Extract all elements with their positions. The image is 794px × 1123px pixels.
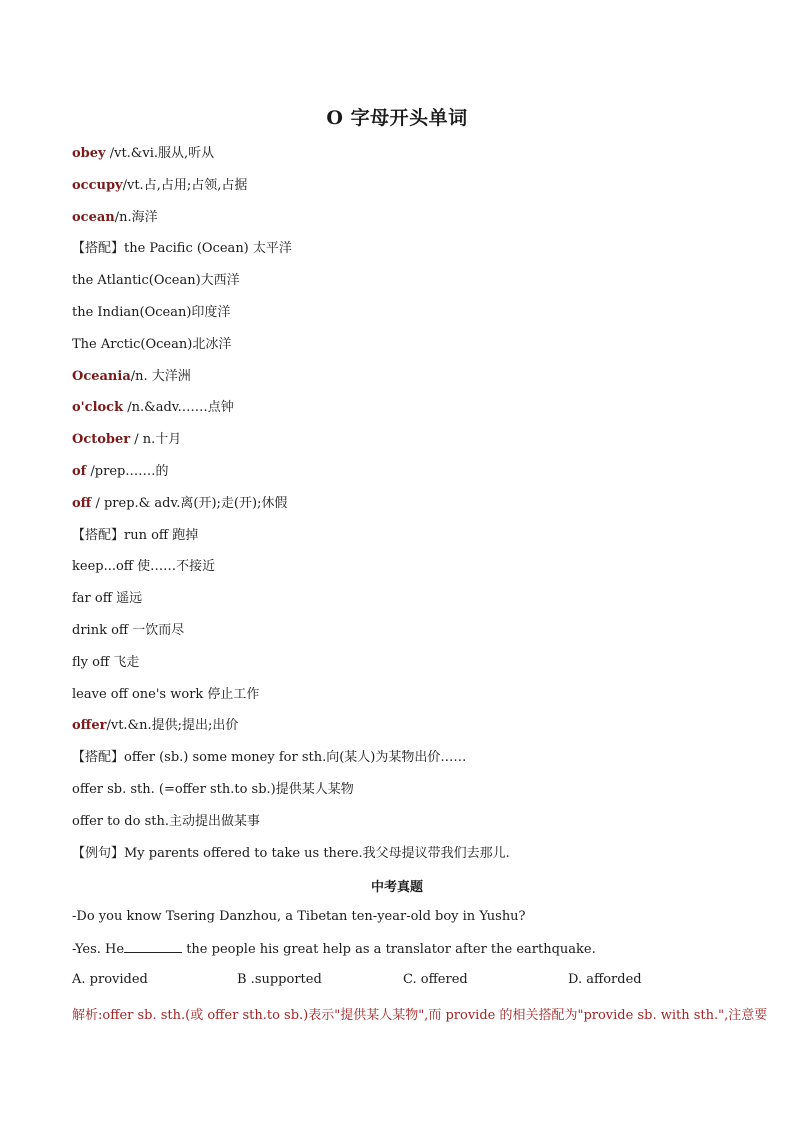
vocab-line: the Atlantic(Ocean)大西洋 [72, 273, 240, 289]
question-prefix: -Yes. He [72, 942, 125, 957]
vocab-line: The Arctic(Ocean)北冰洋 [72, 336, 232, 352]
page-title: O 字母开头单词 [326, 107, 468, 129]
headword: of [72, 464, 87, 479]
vocab-line: 【搭配】offer (sb.) some money for sth.向(某人)为某物出价…… [72, 750, 467, 766]
vocab-line: 【搭配】run off 跑掉 [72, 527, 199, 543]
question-suffix: the people his great help as a translator after the earthquake. [182, 942, 596, 957]
definition: /n. 大洋洲 [130, 368, 191, 384]
vocab-line [72, 209, 158, 227]
definition: /vt.&vi.服从,听从 [105, 146, 215, 161]
headword: obey [72, 146, 106, 161]
option-a: A. provided [72, 972, 148, 987]
option-b: B .supported [237, 972, 322, 987]
definition: /n.&adv.……点钟 [123, 400, 234, 416]
exam-heading: 中考真题 [370, 880, 423, 895]
option-c: C. offered [403, 972, 468, 987]
answer-blank [124, 940, 182, 953]
vocab-line: 【例句】My parents offered to take us there.我父母提议带我们去那儿. [72, 845, 510, 861]
analysis-text: 解析:offer sb. sth.(或 offer sth.to sb.)表示"提供某人某物",而 provide 的相关搭配为"provide sb. with sth.",注意要 [72, 1008, 768, 1023]
vocab-line: keep...off 使……不接近 [72, 559, 216, 575]
headword: ocean [72, 209, 115, 225]
headword: October [72, 432, 131, 448]
vocab-line: 【搭配】the Pacific (Ocean) 太平洋 [72, 241, 292, 257]
exam-question-line-1: -Do you know Tsering Danzhou, a Tibetan ten-year-old boy in Yushu? [72, 909, 526, 924]
vocab-line [72, 463, 168, 481]
headword: offer [72, 718, 107, 734]
headword: Oceania [72, 368, 131, 384]
vocab-line: offer sb. sth. (=offer sth.to sb.)提供某人某物 [72, 782, 354, 797]
vocab-line: offer to do sth.主动提出做某事 [72, 813, 260, 829]
headword: occupy [72, 177, 123, 193]
headword: off [72, 495, 92, 511]
vocab-line: far off 遥远 [72, 591, 143, 607]
vocab-line [72, 145, 214, 163]
definition: /vt.占,占用;占领,占据 [122, 177, 248, 193]
exam-question-line-2 [72, 940, 596, 959]
vocab-line: fly off 飞走 [72, 654, 140, 670]
definition: /vt.&n.提供;提出;出价 [106, 718, 239, 734]
vocab-line [72, 368, 191, 386]
vocab-line [72, 431, 181, 449]
headword: o'clock [72, 400, 124, 416]
vocab-line: drink off 一饮而尽 [72, 623, 185, 638]
definition: /prep.……的 [86, 464, 169, 479]
vocab-line: leave off one's work 停止工作 [72, 686, 260, 702]
vocab-line [72, 177, 247, 195]
vocab-line [72, 717, 238, 735]
definition: / prep.& adv.离(开);走(开);休假 [91, 495, 288, 511]
vocab-line: the Indian(Ocean)印度洋 [72, 305, 231, 320]
option-d: D. afforded [568, 972, 642, 987]
vocab-line [72, 495, 287, 513]
definition: /n.海洋 [114, 209, 158, 225]
definition: / n.十月 [130, 432, 182, 448]
vocab-line [72, 399, 234, 417]
